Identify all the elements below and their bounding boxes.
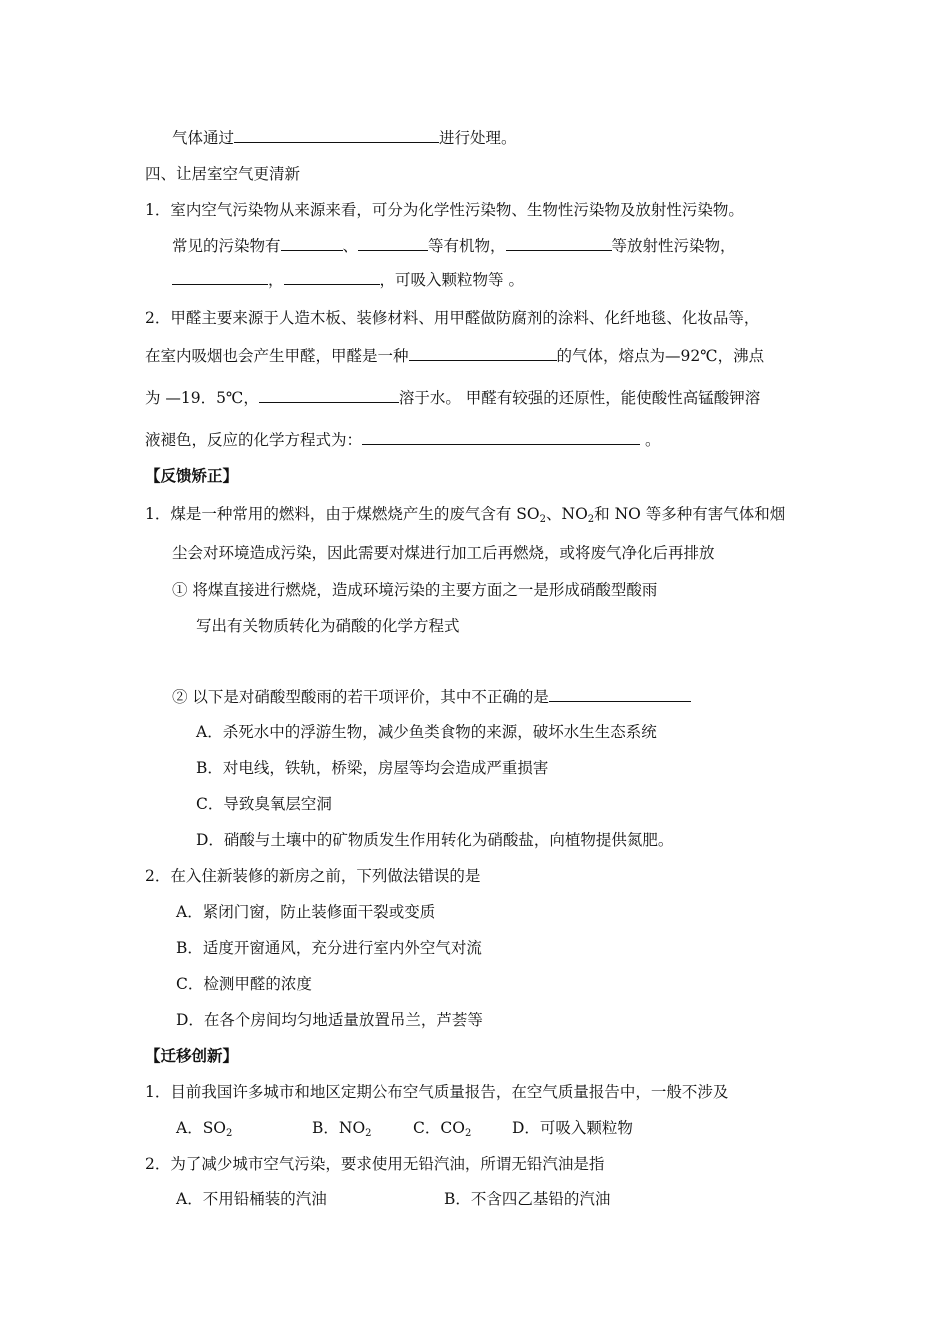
subscript: 2 bbox=[587, 514, 595, 525]
option-d[interactable]: D．在各个房间均匀地适量放置吊兰，芦荟等 bbox=[176, 1011, 483, 1029]
text: 气体通过 bbox=[172, 129, 235, 147]
text: 等放射性污染物， bbox=[611, 237, 736, 255]
answer-blank[interactable] bbox=[284, 270, 380, 285]
text: 等有机物， bbox=[428, 237, 506, 255]
question-line bbox=[172, 270, 524, 290]
text: ，可吸入颗粒物等 。 bbox=[379, 271, 524, 289]
question-line: 1．室内空气污染物从来源来看，可分为化学性污染物、生物性污染物及放射性污染物。 bbox=[145, 201, 744, 219]
question-line bbox=[145, 504, 785, 530]
option-c[interactable]: C．检测甲醛的浓度 bbox=[176, 975, 312, 993]
sec3-tail-line bbox=[172, 128, 517, 148]
question-line: 2．在入住新装修的新房之前，下列做法错误的是 bbox=[145, 867, 481, 885]
section-heading: 四、让居室空气更清新 bbox=[145, 165, 301, 183]
text: A．SO bbox=[176, 1119, 227, 1137]
text: B．NO bbox=[312, 1119, 366, 1137]
sub-question bbox=[172, 687, 691, 707]
text: 液褪色，反应的化学方程式为： bbox=[145, 431, 363, 449]
option-a[interactable]: A．不用铅桶装的汽油 bbox=[176, 1190, 327, 1208]
option-d[interactable]: D．硝酸与土壤中的矿物质发生作用转化为硝酸盐，向植物提供氮肥。 bbox=[196, 831, 674, 849]
option-c[interactable]: C．导致臭氧层空洞 bbox=[196, 795, 332, 813]
answer-blank[interactable] bbox=[234, 128, 439, 143]
subscript: 2 bbox=[365, 1128, 372, 1139]
question-line bbox=[145, 388, 760, 408]
subscript: 2 bbox=[226, 1128, 233, 1139]
text: 、NO bbox=[546, 505, 588, 523]
option-b[interactable]: B．不含四乙基铅的汽油 bbox=[444, 1190, 611, 1208]
answer-blank[interactable] bbox=[259, 388, 399, 403]
answer-blank[interactable] bbox=[362, 430, 640, 445]
question-line: 尘会对环境造成污染，因此需要对煤进行加工后再燃烧，或将废气净化后再排放 bbox=[172, 544, 715, 562]
text: ② 以下是对硝酸型酸雨的若干项评价，其中不正确的是 bbox=[172, 688, 549, 706]
question-line bbox=[145, 346, 764, 366]
sub-question: ① 将煤直接进行燃烧，造成环境污染的主要方面之一是形成硝酸型酸雨 bbox=[172, 581, 658, 599]
option-b[interactable]: B．对电线，铁轨，桥梁，房屋等均会造成严重损害 bbox=[196, 759, 549, 777]
answer-blank[interactable] bbox=[172, 270, 268, 285]
text: 1．煤是一种常用的燃料，由于煤燃烧产生的废气含有 SO bbox=[145, 505, 540, 523]
text: 常见的污染物有 bbox=[172, 237, 281, 255]
option-d[interactable]: D．可吸入颗粒物 bbox=[512, 1119, 633, 1137]
subscript: 2 bbox=[539, 514, 546, 525]
section-heading: 【反馈矫正】 bbox=[145, 467, 239, 485]
answer-blank[interactable] bbox=[409, 346, 557, 361]
question-line bbox=[172, 236, 736, 256]
question-line: 2．为了减少城市空气污染，要求使用无铅汽油，所谓无铅汽油是指 bbox=[145, 1155, 605, 1173]
text: 、 bbox=[342, 237, 359, 255]
text: ， bbox=[268, 271, 284, 289]
subscript: 2 bbox=[464, 1128, 472, 1139]
text: C．CO bbox=[413, 1119, 465, 1137]
option-a[interactable]: A．杀死水中的浮游生物，减少鱼类食物的来源，破坏水生生态系统 bbox=[196, 723, 657, 741]
text: 的气体，熔点为—92℃，沸点 bbox=[556, 347, 765, 365]
answer-blank[interactable] bbox=[506, 236, 612, 251]
answer-blank[interactable] bbox=[358, 236, 428, 251]
text: 进行处理。 bbox=[439, 129, 517, 147]
question-line: 2．甲醛主要来源于人造木板、装修材料、用甲醛做防腐剂的涂料、化纤地毯、化妆品等， bbox=[145, 309, 760, 327]
text: 为 —19．5℃， bbox=[145, 389, 259, 407]
answer-blank[interactable] bbox=[281, 236, 343, 251]
option-b[interactable] bbox=[312, 1118, 372, 1144]
text: 。 bbox=[640, 431, 661, 449]
text: 在室内吸烟也会产生甲醛，甲醛是一种 bbox=[145, 347, 409, 365]
section-heading: 【迁移创新】 bbox=[145, 1047, 239, 1065]
option-a[interactable] bbox=[176, 1118, 232, 1144]
question-line bbox=[145, 430, 660, 450]
option-b[interactable]: B．适度开窗通风，充分进行室内外空气对流 bbox=[176, 939, 482, 957]
text: 溶于水。 甲醛有较强的还原性，能使酸性高锰酸钾溶 bbox=[398, 389, 761, 407]
sub-question: 写出有关物质转化为硝酸的化学方程式 bbox=[196, 617, 460, 635]
option-c[interactable] bbox=[413, 1118, 471, 1144]
question-line: 1．目前我国许多城市和地区定期公布空气质量报告，在空气质量报告中，一般不涉及 bbox=[145, 1083, 729, 1101]
answer-blank[interactable] bbox=[549, 687, 691, 702]
text: 和 NO 等多种有害气体和烟 bbox=[594, 505, 786, 523]
option-a[interactable]: A．紧闭门窗，防止装修面干裂或变质 bbox=[176, 903, 436, 921]
